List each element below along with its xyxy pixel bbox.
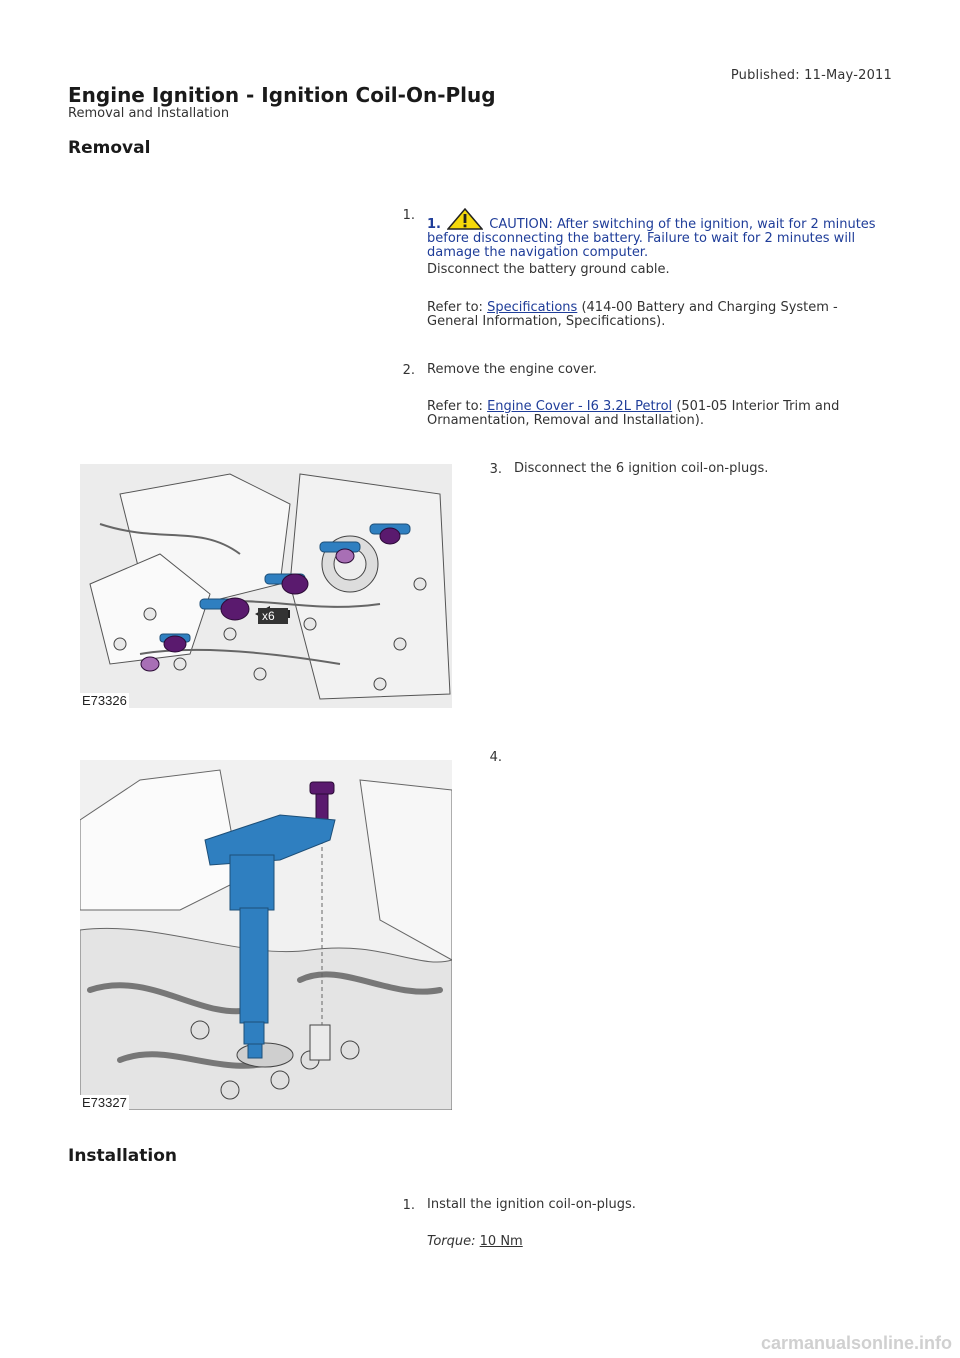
refer-to-line <box>427 301 889 329</box>
specifications-link[interactable]: Specifications <box>487 300 578 315</box>
step-text: Disconnect the battery ground cable. <box>427 262 670 277</box>
refer-prefix: Refer to: <box>427 399 483 414</box>
warning-triangle-icon <box>447 208 483 230</box>
step-text: Remove the engine cover. <box>427 362 597 377</box>
removal-heading: Removal <box>68 138 151 158</box>
torque-label: Torque: <box>427 1234 476 1249</box>
step-number: 1. <box>402 1198 415 1213</box>
caution-number: 1. <box>427 217 441 232</box>
caution-block <box>427 208 889 260</box>
step-number: 2. <box>402 363 415 378</box>
figure-remove-coil <box>80 760 452 1110</box>
coil-removal-illustration <box>80 760 452 1110</box>
torque-line <box>427 1235 889 1249</box>
step-number: 4. <box>489 750 502 765</box>
refer-to-line <box>427 400 889 428</box>
installation-heading: Installation <box>68 1146 178 1166</box>
figure-label: E73327 <box>82 1095 127 1110</box>
engine-bay-illustration <box>80 464 452 708</box>
refer-suffix: (501-05 Interior Trim and Ornamentation, Removal and Installation). <box>427 399 840 428</box>
step-number: 1. <box>402 208 415 223</box>
figure-label: E73326 <box>82 693 127 708</box>
page-title: Engine Ignition - Ignition Coil-On-Plug <box>68 83 496 107</box>
refer-suffix: (414-00 Battery and Charging System - General Information, Specifications). <box>427 300 838 329</box>
step-text: Install the ignition coil-on-plugs. <box>427 1197 636 1212</box>
step-text: Disconnect the 6 ignition coil-on-plugs. <box>514 461 769 476</box>
figure-disconnect-coils <box>80 464 452 708</box>
published-date: Published: 11-May-2011 <box>730 68 892 83</box>
watermark: carmanualsonline.info <box>760 1333 952 1353</box>
callout-x6: x6 <box>262 609 275 623</box>
page-subtitle: Removal and Installation <box>68 106 230 121</box>
torque-value: 10 Nm <box>479 1234 523 1249</box>
engine-cover-link[interactable]: Engine Cover - I6 3.2L Petrol <box>487 399 673 414</box>
refer-prefix: Refer to: <box>427 300 483 315</box>
caution-text: CAUTION: After switching of the ignition, wait for 2 minutes before disconnecting the battery. Failure to wait for 2 minutes will damage the navigation computer. <box>427 217 876 260</box>
step-number: 3. <box>489 462 502 477</box>
